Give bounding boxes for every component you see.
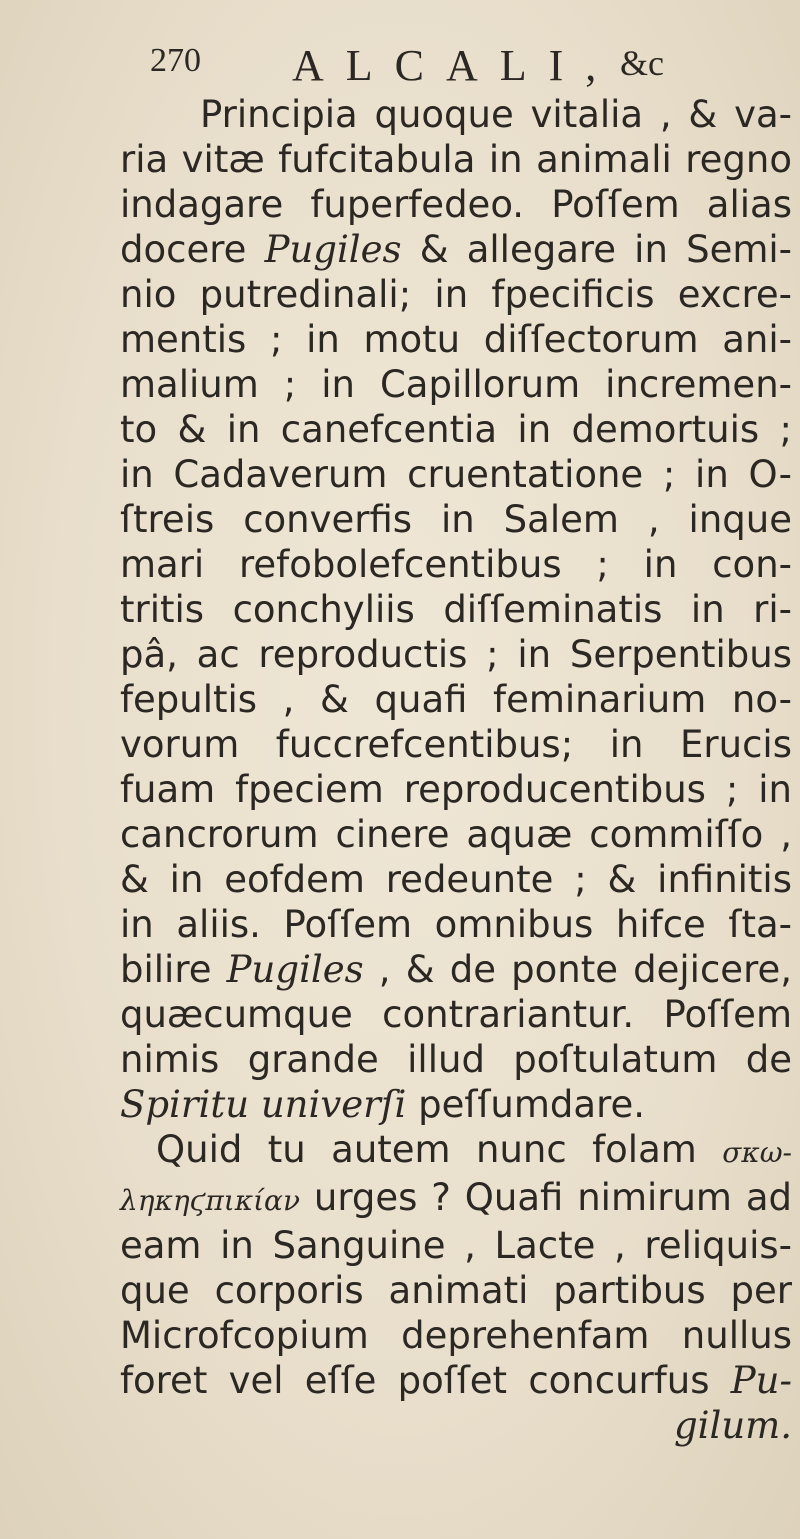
text-line: [120, 1223, 792, 1268]
text-line: [120, 992, 792, 1037]
text-line: [120, 497, 792, 542]
text-line: [120, 857, 792, 902]
italic-segment: Pugiles: [226, 948, 364, 991]
italic-segment: gilum.: [673, 1404, 792, 1447]
text-segment: Microfcopium deprehenfam nullus: [120, 1314, 792, 1357]
text-segment: indagare fuperfedeo. Poſſem alias: [120, 183, 792, 226]
page-number: 270: [150, 42, 201, 79]
text-segment: nio putredinali; in fpecificis excre-: [120, 273, 792, 316]
text-segment: Quid tu autem nunc folam: [156, 1128, 723, 1171]
italic-segment: Spiritu univerſi: [120, 1083, 407, 1126]
text-line: [120, 407, 792, 452]
text-line: [120, 452, 792, 497]
text-line: [120, 362, 792, 407]
text-segment: urges ? Quafi nimirum ad: [300, 1176, 792, 1219]
running-title: ALCALI,: [292, 41, 619, 90]
text-segment: in Cadaverum cruentatione ; in O-: [120, 453, 792, 496]
running-head: [150, 42, 770, 92]
text-line: [120, 1313, 792, 1358]
text-line: [120, 722, 792, 767]
text-segment: ria vitæ fufcitabula in animali regno: [120, 138, 792, 181]
text-line: [120, 1127, 792, 1175]
text-segment: in aliis. Poſſem omnibus hifce ſta-: [120, 903, 792, 946]
text-segment: , & de ponte dejicere,: [363, 948, 792, 991]
italic-segment: Pu-: [730, 1359, 792, 1402]
text-segment: to & in canefcentia in demortuis ;: [120, 408, 792, 451]
text-segment: fuam fpeciem reproducentibus ; in: [120, 768, 792, 811]
text-segment: fepultis , & quafi feminarium no-: [120, 678, 792, 721]
text-segment: tritis conchyliis diſſeminatis in ri-: [120, 588, 792, 631]
text-segment: cancrorum cinere aquæ commiſſo ,: [120, 813, 792, 856]
text-segment: pâ, ac reproductis ; in Serpentibus: [120, 633, 792, 676]
text-line: [120, 317, 792, 362]
text-segment: vorum fuccrefcentibus; in Erucis: [120, 723, 792, 766]
text-segment: docere: [120, 228, 265, 271]
body-text: [120, 92, 792, 1448]
text-segment: malium ; in Capillorum incremen-: [120, 363, 792, 406]
text-line: [120, 182, 792, 227]
text-line: [120, 1403, 792, 1448]
text-line: [120, 227, 792, 272]
text-segment: mari refobolefcentibus ; in con-: [120, 543, 792, 586]
text-line: [120, 542, 792, 587]
text-segment: eam in Sanguine , Lacte , reliquis-: [120, 1224, 792, 1267]
text-line: [120, 767, 792, 812]
text-line: [120, 92, 792, 137]
text-segment: peſſumdare.: [406, 1083, 645, 1126]
text-line: [120, 902, 792, 947]
italic-segment: Pugiles: [264, 228, 402, 271]
running-title-etc: &c: [620, 43, 664, 83]
text-line: [120, 1037, 792, 1082]
text-line: [120, 1268, 792, 1313]
text-segment: foret vel eſſe poſſet concurfus: [120, 1359, 731, 1402]
text-segment: ſtreis converfis in Salem , inque: [120, 498, 792, 541]
text-line: [120, 1175, 792, 1223]
text-line: [120, 1358, 792, 1403]
text-line: [120, 947, 792, 992]
text-line: [120, 1082, 792, 1127]
greek-segment: ληκηϛπικίαν: [120, 1184, 300, 1217]
text-segment: nimis grande illud poſtulatum de: [120, 1038, 792, 1081]
text-segment: que corporis animati partibus per: [120, 1269, 792, 1312]
text-line: [120, 272, 792, 317]
text-segment: bilire: [120, 948, 227, 991]
text-segment: quæcumque contrariantur. Poſſem: [120, 993, 792, 1036]
text-line: [120, 812, 792, 857]
text-line: [120, 632, 792, 677]
text-segment: Principia quoque vitalia , & va-: [200, 93, 792, 136]
text-segment: & in eofdem redeunte ; & infinitis: [120, 858, 792, 901]
text-line: [120, 677, 792, 722]
text-segment: mentis ; in motu diſſectorum ani-: [120, 318, 792, 361]
text-segment: & allegare in Semi-: [401, 228, 793, 271]
greek-segment: σκω-: [722, 1136, 792, 1169]
text-line: [120, 137, 792, 182]
text-line: [120, 587, 792, 632]
